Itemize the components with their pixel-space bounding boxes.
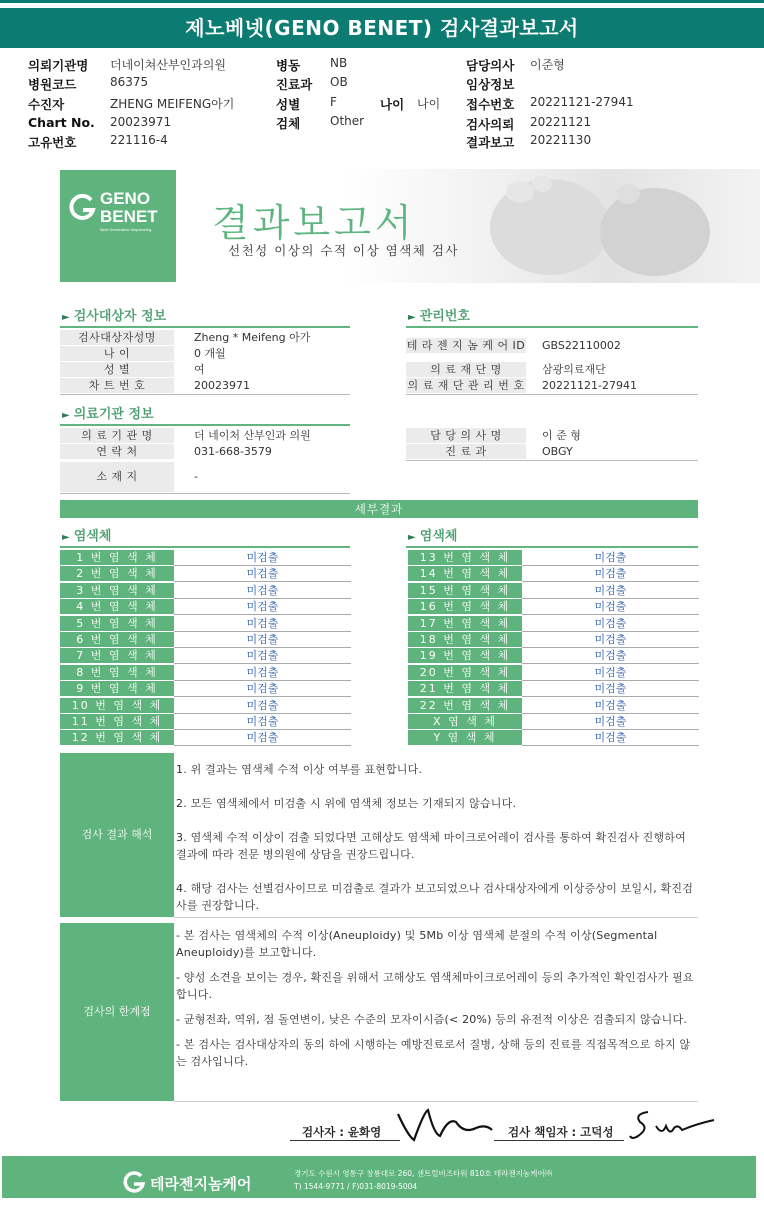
chromosome-label: 21 번 염 색 체: [408, 681, 522, 696]
chromosome-label: 14 번 염 색 체: [408, 566, 522, 581]
banner-title: 결과보고서: [212, 201, 416, 245]
management-rule: [406, 326, 698, 328]
subject-heading: ► 검사대상자 정보: [62, 309, 167, 324]
director-signature-label: 검사 책임자 : 고덕성: [508, 1125, 614, 1139]
chromosome-label: 18 번 염 색 체: [408, 632, 522, 647]
chromosome-label: X 염 색 체: [408, 714, 522, 729]
chromosome-label: 1 번 염 색 체: [60, 550, 174, 565]
chromosome-result: 미검출: [594, 633, 627, 646]
interpretation-item: 2. 모든 염색체에서 미검출 시 위에 염색체 정보는 기재되지 않습니다.: [176, 797, 517, 810]
chromosome-result: 미검출: [246, 698, 279, 712]
chromosome-label: 12 번 염 색 체: [60, 730, 174, 745]
director-signature-line: [494, 1140, 624, 1141]
chromosome-result: 미검출: [594, 600, 627, 614]
chromosome-result: 미검출: [594, 616, 627, 630]
clinic-bottom-line: [60, 493, 350, 494]
limitations-label: 검사의 한계점: [60, 923, 174, 1101]
clinic-rule: [60, 424, 350, 426]
chromosome-label: 22 번 염 색 체: [408, 698, 522, 713]
report-title: 제노베넷(GENO BENET) 검사결과보고서: [0, 8, 764, 48]
chromosome-label: 13 번 염 색 체: [408, 550, 522, 565]
chromosome-label: 19 번 염 색 체: [408, 648, 522, 663]
director-signature-image: [626, 1106, 718, 1146]
theragen-company-name: 테라젠지놈케어: [150, 1175, 252, 1193]
chromosome-result: 미검출: [246, 567, 279, 581]
chromosome-label: 8 번 염 색 체: [60, 665, 174, 680]
management-bottom-line: [406, 394, 698, 395]
chromosome-result: 미검출: [246, 616, 279, 630]
subject-bottom-line: [60, 394, 350, 395]
chromosome-label: 11 번 염 색 체: [60, 714, 174, 729]
chromosome-label: 20 번 염 색 체: [408, 665, 522, 680]
clinic-heading: ► 의료기관 정보: [62, 407, 154, 422]
chromosome-rule-left: [60, 546, 350, 548]
limitations-text: [176, 927, 696, 1078]
limitation-item: - 본 검사는 검사대상자의 동의 하에 시행하는 예방진료로서 질병, 상해 등의 진료를 직접목적으로 하지 않는 검사입니다.: [176, 1038, 691, 1068]
footer-contact-line: T) 1544-9771 / F)031-8019-5004: [294, 1182, 418, 1191]
chromosome-label: 15 번 염 색 체: [408, 583, 522, 598]
chromosome-result: 미검출: [246, 600, 279, 614]
management-heading: ► 관리번호: [408, 309, 470, 324]
chromosome-result: 미검출: [246, 649, 279, 663]
chromosome-result: 미검출: [594, 665, 627, 679]
chromosome-heading-right: ► 염색체: [408, 529, 458, 544]
baby-feet-image: [480, 172, 730, 280]
interpretation-divider: [174, 917, 698, 918]
chromosome-result: 미검출: [594, 583, 627, 597]
chromosome-label: 3 번 염 색 체: [60, 583, 174, 598]
chromosome-result: 미검출: [594, 567, 627, 581]
chromosome-result: 미검출: [594, 698, 627, 712]
chromosome-result: 미검출: [594, 682, 627, 696]
chromosome-label: 6 번 염 색 체: [60, 632, 174, 647]
geno-benet-logo: GENO BENET Next Generation Sequencing: [60, 170, 176, 282]
chromosome-row-divider: [522, 745, 699, 746]
chromosome-result: 미검출: [594, 731, 627, 745]
limitation-item: - 양성 소견을 보이는 경우, 확진을 위해서 고해상도 염색체마이크로어레이 등의 추가적인 확인검사가 필요합니다.: [176, 971, 694, 1001]
chromosome-result: 미검출: [246, 551, 279, 564]
chromosome-label: 4 번 염 색 체: [60, 599, 174, 614]
chromosome-result: 미검출: [246, 715, 279, 728]
chromosome-label: 9 번 염 색 체: [60, 681, 174, 696]
chromosome-result: 미검출: [246, 731, 279, 745]
chromosome-label: 10 번 염 색 체: [60, 698, 174, 713]
chromosome-label: 16 번 염 색 체: [408, 599, 522, 614]
geno-benet-logo-icon: [69, 193, 97, 221]
theragen-logo-icon: [122, 1170, 146, 1194]
chromosome-result: 미검출: [594, 649, 627, 663]
chromosome-label: Y 염 색 체: [408, 730, 522, 745]
interpretation-label: 검사 결과 해석: [60, 753, 174, 917]
tester-signature-image: [394, 1106, 494, 1146]
limitations-divider: [174, 1101, 698, 1102]
interpretation-item: 1. 위 결과는 염색체 수적 이상 여부를 표현합니다.: [176, 763, 423, 776]
interpretation-text: [176, 761, 696, 922]
subject-rule: [60, 326, 350, 328]
chromosome-label: 2 번 염 색 체: [60, 566, 174, 581]
chromosome-result: 미검출: [594, 551, 627, 564]
chromosome-result: 미검출: [246, 583, 279, 597]
detail-results-band: 세부결과: [60, 500, 698, 518]
footer-address: [294, 1167, 552, 1193]
chromosome-result: 미검출: [246, 633, 279, 646]
staff-bottom-line: [406, 460, 698, 461]
tester-signature-label: 검사자 : 윤화영: [302, 1125, 382, 1139]
interpretation-item: 4. 해당 검사는 선별검사이므로 미검출로 결과가 보고되었으나 검사대상자에게 이상증상이 보일시, 확진검사를 권장합니다.: [176, 882, 694, 912]
banner-subtitle: 선천성 이상의 수적 이상 염색체 검사: [228, 243, 459, 258]
chromosome-label: 7 번 염 색 체: [60, 648, 174, 663]
chromosome-label: 5 번 염 색 체: [60, 616, 174, 631]
limitation-item: - 균형전좌, 역위, 점 돌연변이, 낮은 수준의 모자이시즘(< 20%) 등의 유전적 이상은 검출되지 않습니다.: [176, 1013, 688, 1026]
chromosome-result: 미검출: [594, 715, 627, 728]
footer-address-line: 경기도 수원시 영통구 창룡대로 260, 센트럴비즈타워 810호 테라젠지놈케어㈜: [294, 1169, 553, 1178]
chromosome-label: 17 번 염 색 체: [408, 616, 522, 631]
chromosome-result: 미검출: [246, 665, 279, 679]
chromosome-row-divider: [174, 745, 351, 746]
limitation-item: - 본 검사는 염색체의 수적 이상(Aneuploidy) 및 5Mb 이상 염색체 분절의 수적 이상(Segmental Aneuploidy)를 보고합니다.: [176, 929, 658, 959]
chromosome-heading-left: ► 염색체: [62, 529, 112, 544]
interpretation-item: 3. 염색체 수적 이상이 검출 되었다면 고해상도 염색체 마이크로어레이 검사를 통하여 확진검사 진행하여 결과에 따라 전문 병의원에 상담을 권장드립니다.: [176, 831, 686, 861]
chromosome-result: 미검출: [246, 682, 279, 696]
chromosome-rule-right: [406, 546, 698, 548]
tester-signature-line: [290, 1140, 400, 1141]
